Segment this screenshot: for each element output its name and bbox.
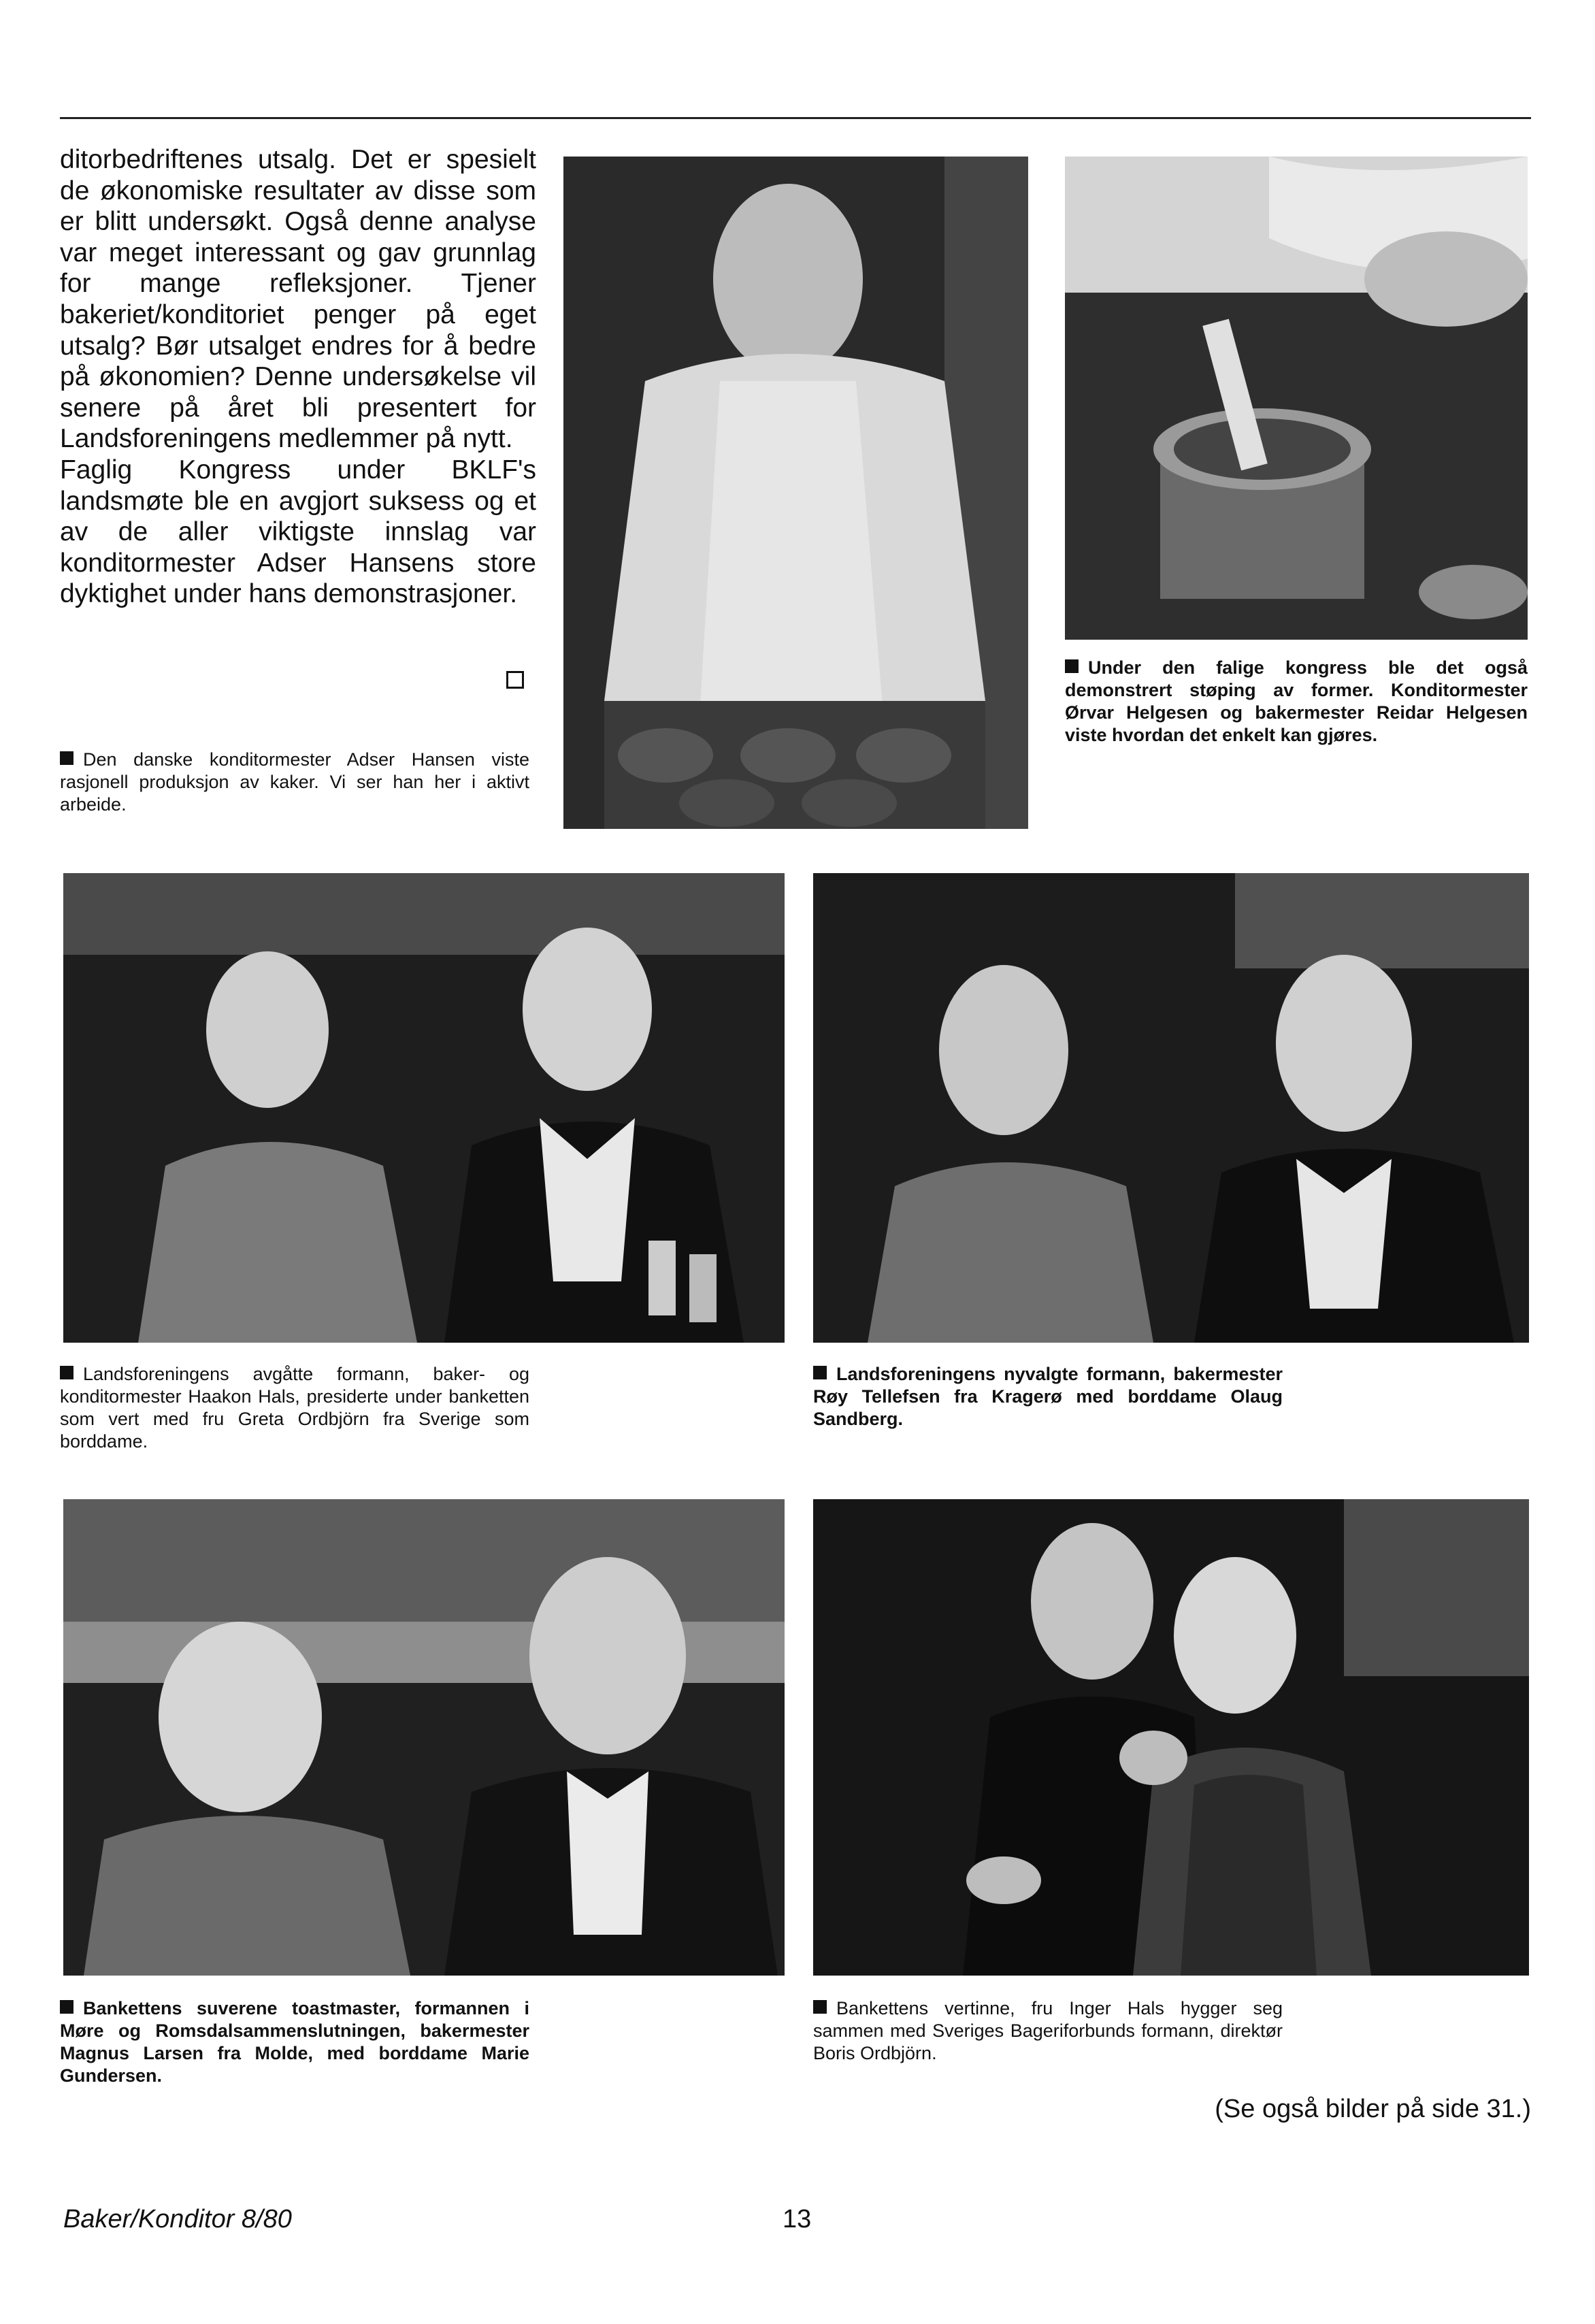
footer-page-number: 13 xyxy=(783,2205,812,2233)
photo-inger-hals xyxy=(813,1499,1529,1976)
caption-photo-baker: Den danske konditormester Adser Hansen viste rasjonell produksjon av kaker. Vi ser han her i aktivt arbeide. xyxy=(60,749,529,815)
top-rule xyxy=(60,117,1531,119)
article-paragraph-1: ditorbedriftenes utsalg. Det er spesielt de økonomiske resultater av disse som er blitt undersøkt. Også denne analyse var meget interessant og gav grunnlag for mange refleksjoner. Tjener bakeriet/konditoriet penger på eget utsalg? Bør utsalget endres for å bedre på økonomien? Denne undersøkelse vil senere på året bli presentert for Landsforeningens medlemmer på nytt. xyxy=(60,145,536,454)
article-paragraph-2: Faglig Kongress under BKLF's landsmøte ble en avgjort suksess og et av de aller viktigste innslag var konditormester Adser Hansens store dyktighet under hans demonstrasjoner. xyxy=(60,455,536,609)
photo-haakon-hals xyxy=(63,873,785,1343)
caption-bullet-icon xyxy=(813,1366,827,1379)
caption-photo-haakon-hals: Landsforeningens avgåtte formann, baker- og konditormester Haakon Hals, presiderte under banketten som vert med fru Greta Ordbjörn fra Sverige som borddame. xyxy=(60,1364,529,1452)
photo-magnus-larsen xyxy=(63,1499,785,1976)
caption-bullet-icon xyxy=(1065,659,1079,673)
caption-photo-roy-tellefsen: Landsforeningens nyvalgte formann, bakermester Røy Tellefsen fra Kragerø med borddame Olaug Sandberg. xyxy=(813,1364,1283,1429)
caption-photo-magnus-larsen: Bankettens suverene toastmaster, formannen i Møre og Romsdalsammenslutningen, bakermester Magnus Larsen fra Molde, med borddame Marie Gundersen. xyxy=(60,1998,529,2086)
caption-bullet-icon xyxy=(60,751,73,765)
photo-baker-demonstration xyxy=(563,157,1028,829)
caption-bullet-icon xyxy=(60,2000,73,2014)
end-of-article-mark xyxy=(506,671,524,689)
caption-bullet-icon xyxy=(60,1366,73,1379)
see-also-note: (Se også bilder på side 31.) xyxy=(1215,2095,1531,2123)
photo-mold-casting xyxy=(1065,157,1528,640)
footer-magazine-title: Baker/Konditor 8/80 xyxy=(63,2205,292,2233)
photo-roy-tellefsen xyxy=(813,873,1529,1343)
caption-photo-inger-hals: Bankettens vertinne, fru Inger Hals hygger seg sammen med Sveriges Bageriforbunds formann, direktør Boris Ordbjörn. xyxy=(813,1998,1283,2063)
article-body xyxy=(60,144,536,610)
caption-bullet-icon xyxy=(813,2000,827,2014)
caption-photo-molds: Under den falige kongress ble det også demonstrert støping av former. Konditormester Ørvar Helgesen og bakermester Reidar Helgesen viste hvordan det enkelt kan gjøres. xyxy=(1065,657,1528,745)
